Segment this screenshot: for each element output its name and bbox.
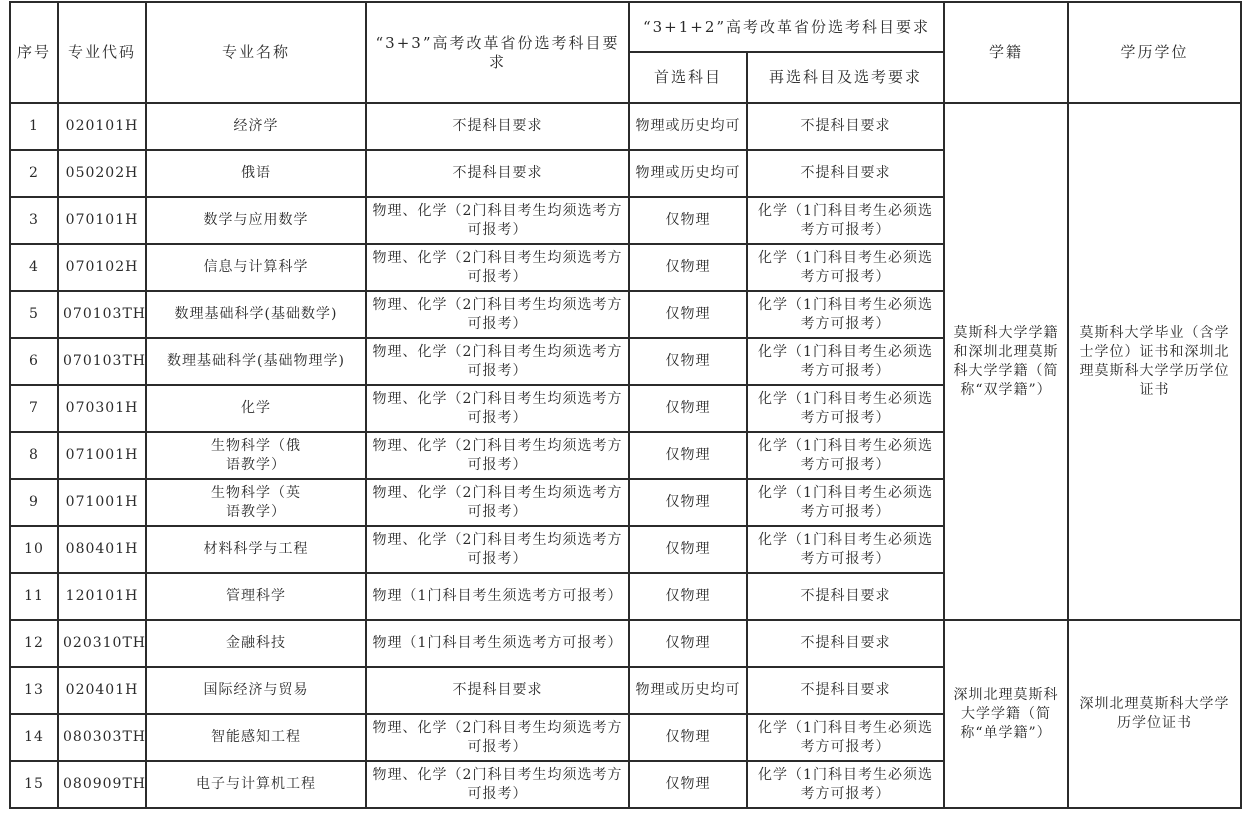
- cell-second-subject: 不提科目要求: [747, 573, 944, 620]
- cell-second-subject: 不提科目要求: [747, 103, 944, 150]
- header-code: 专业代码: [58, 2, 146, 103]
- cell-req-33: 物理（1门科目考生须选考方可报考）: [366, 573, 629, 620]
- header-req-33: “3+3”高考改革省份选考科目要求: [366, 2, 629, 103]
- cell-second-subject: 不提科目要求: [747, 667, 944, 714]
- cell-seq: 1: [10, 103, 58, 150]
- cell-req-33: 物理、化学（2门科目考生均须选考方可报考）: [366, 479, 629, 526]
- cell-name: 智能感知工程: [146, 714, 366, 761]
- cell-seq: 15: [10, 761, 58, 808]
- cell-code: 120101H: [58, 573, 146, 620]
- cell-name: 管理科学: [146, 573, 366, 620]
- cell-seq: 10: [10, 526, 58, 573]
- cell-name: 俄语: [146, 150, 366, 197]
- cell-second-subject: 化学（1门科目考生必须选考方可报考）: [747, 291, 944, 338]
- header-req-312: “3+1+2”高考改革省份选考科目要求: [629, 2, 944, 52]
- table-row: [10, 620, 1241, 667]
- cell-req-33: 物理、化学（2门科目考生均须选考方可报考）: [366, 338, 629, 385]
- cell-req-33: 物理、化学（2门科目考生均须选考方可报考）: [366, 714, 629, 761]
- cell-first-subject: 仅物理: [629, 244, 747, 291]
- cell-second-subject: 化学（1门科目考生必须选考方可报考）: [747, 338, 944, 385]
- header-enrollment: 学籍: [944, 2, 1068, 103]
- cell-seq: 8: [10, 432, 58, 479]
- cell-req-33: 物理、化学（2门科目考生均须选考方可报考）: [366, 526, 629, 573]
- cell-code: 070101H: [58, 197, 146, 244]
- cell-first-subject: 物理或历史均可: [629, 150, 747, 197]
- cell-degree-single: 深圳北理莫斯科大学学历学位证书: [1068, 620, 1241, 808]
- cell-code: 080401H: [58, 526, 146, 573]
- cell-code: 020310TH: [58, 620, 146, 667]
- cell-first-subject: 仅物理: [629, 432, 747, 479]
- cell-second-subject: 化学（1门科目考生必须选考方可报考）: [747, 197, 944, 244]
- cell-second-subject: 不提科目要求: [747, 620, 944, 667]
- cell-code: 070103TH: [58, 291, 146, 338]
- header-seq: 序号: [10, 2, 58, 103]
- cell-first-subject: 仅物理: [629, 714, 747, 761]
- cell-name: 数学与应用数学: [146, 197, 366, 244]
- cell-first-subject: 仅物理: [629, 526, 747, 573]
- cell-name: 化学: [146, 385, 366, 432]
- cell-seq: 3: [10, 197, 58, 244]
- cell-enrollment-dual: 莫斯科大学学籍和深圳北理莫斯科大学学籍（简称“双学籍”）: [944, 103, 1068, 620]
- cell-first-subject: 仅物理: [629, 338, 747, 385]
- cell-enrollment-single: 深圳北理莫斯科大学学籍（简称“单学籍”）: [944, 620, 1068, 808]
- cell-first-subject: 仅物理: [629, 197, 747, 244]
- cell-first-subject: 仅物理: [629, 385, 747, 432]
- cell-second-subject: 化学（1门科目考生必须选考方可报考）: [747, 244, 944, 291]
- header-second-subject: 再选科目及选考要求: [747, 52, 944, 103]
- cell-seq: 11: [10, 573, 58, 620]
- cell-code: 050202H: [58, 150, 146, 197]
- cell-name: 材料科学与工程: [146, 526, 366, 573]
- cell-code: 020101H: [58, 103, 146, 150]
- cell-seq: 4: [10, 244, 58, 291]
- cell-seq: 14: [10, 714, 58, 761]
- cell-req-33: 物理、化学（2门科目考生均须选考方可报考）: [366, 385, 629, 432]
- cell-second-subject: 化学（1门科目考生必须选考方可报考）: [747, 714, 944, 761]
- cell-first-subject: 仅物理: [629, 291, 747, 338]
- cell-second-subject: 化学（1门科目考生必须选考方可报考）: [747, 761, 944, 808]
- cell-code: 070301H: [58, 385, 146, 432]
- cell-second-subject: 化学（1门科目考生必须选考方可报考）: [747, 432, 944, 479]
- cell-first-subject: 仅物理: [629, 573, 747, 620]
- cell-first-subject: 仅物理: [629, 479, 747, 526]
- cell-code: 080909TH: [58, 761, 146, 808]
- header-degree: 学历学位: [1068, 2, 1241, 103]
- cell-seq: 13: [10, 667, 58, 714]
- cell-req-33: 物理、化学（2门科目考生均须选考方可报考）: [366, 761, 629, 808]
- cell-first-subject: 仅物理: [629, 620, 747, 667]
- cell-second-subject: 化学（1门科目考生必须选考方可报考）: [747, 479, 944, 526]
- cell-req-33: 物理、化学（2门科目考生均须选考方可报考）: [366, 291, 629, 338]
- cell-seq: 12: [10, 620, 58, 667]
- cell-code: 020401H: [58, 667, 146, 714]
- cell-second-subject: 化学（1门科目考生必须选考方可报考）: [747, 385, 944, 432]
- header-name: 专业名称: [146, 2, 366, 103]
- cell-name: 生物科学（英语教学）: [146, 479, 366, 526]
- cell-req-33: 不提科目要求: [366, 667, 629, 714]
- cell-code: 071001H: [58, 432, 146, 479]
- admission-requirements-table: [9, 1, 1242, 809]
- cell-first-subject: 物理或历史均可: [629, 103, 747, 150]
- cell-req-33: 不提科目要求: [366, 150, 629, 197]
- cell-seq: 5: [10, 291, 58, 338]
- cell-req-33: 不提科目要求: [366, 103, 629, 150]
- cell-seq: 7: [10, 385, 58, 432]
- cell-name: 电子与计算机工程: [146, 761, 366, 808]
- cell-second-subject: 化学（1门科目考生必须选考方可报考）: [747, 526, 944, 573]
- cell-first-subject: 仅物理: [629, 761, 747, 808]
- cell-name: 生物科学（俄语教学）: [146, 432, 366, 479]
- cell-code: 080303TH: [58, 714, 146, 761]
- cell-name: 数理基础科学(基础物理学): [146, 338, 366, 385]
- cell-name: 经济学: [146, 103, 366, 150]
- cell-name: 数理基础科学(基础数学): [146, 291, 366, 338]
- cell-name: 金融科技: [146, 620, 366, 667]
- header-first-subject: 首选科目: [629, 52, 747, 103]
- table-row: [10, 103, 1241, 150]
- cell-name: 信息与计算科学: [146, 244, 366, 291]
- cell-second-subject: 不提科目要求: [747, 150, 944, 197]
- cell-req-33: 物理、化学（2门科目考生均须选考方可报考）: [366, 432, 629, 479]
- cell-seq: 2: [10, 150, 58, 197]
- cell-seq: 9: [10, 479, 58, 526]
- cell-req-33: 物理（1门科目考生须选考方可报考）: [366, 620, 629, 667]
- cell-seq: 6: [10, 338, 58, 385]
- cell-name: 国际经济与贸易: [146, 667, 366, 714]
- cell-code: 070103TH: [58, 338, 146, 385]
- cell-first-subject: 物理或历史均可: [629, 667, 747, 714]
- cell-req-33: 物理、化学（2门科目考生均须选考方可报考）: [366, 244, 629, 291]
- cell-code: 070102H: [58, 244, 146, 291]
- cell-code: 071001H: [58, 479, 146, 526]
- cell-degree-dual: 莫斯科大学毕业（含学士学位）证书和深圳北理莫斯科大学学历学位证书: [1068, 103, 1241, 620]
- cell-req-33: 物理、化学（2门科目考生均须选考方可报考）: [366, 197, 629, 244]
